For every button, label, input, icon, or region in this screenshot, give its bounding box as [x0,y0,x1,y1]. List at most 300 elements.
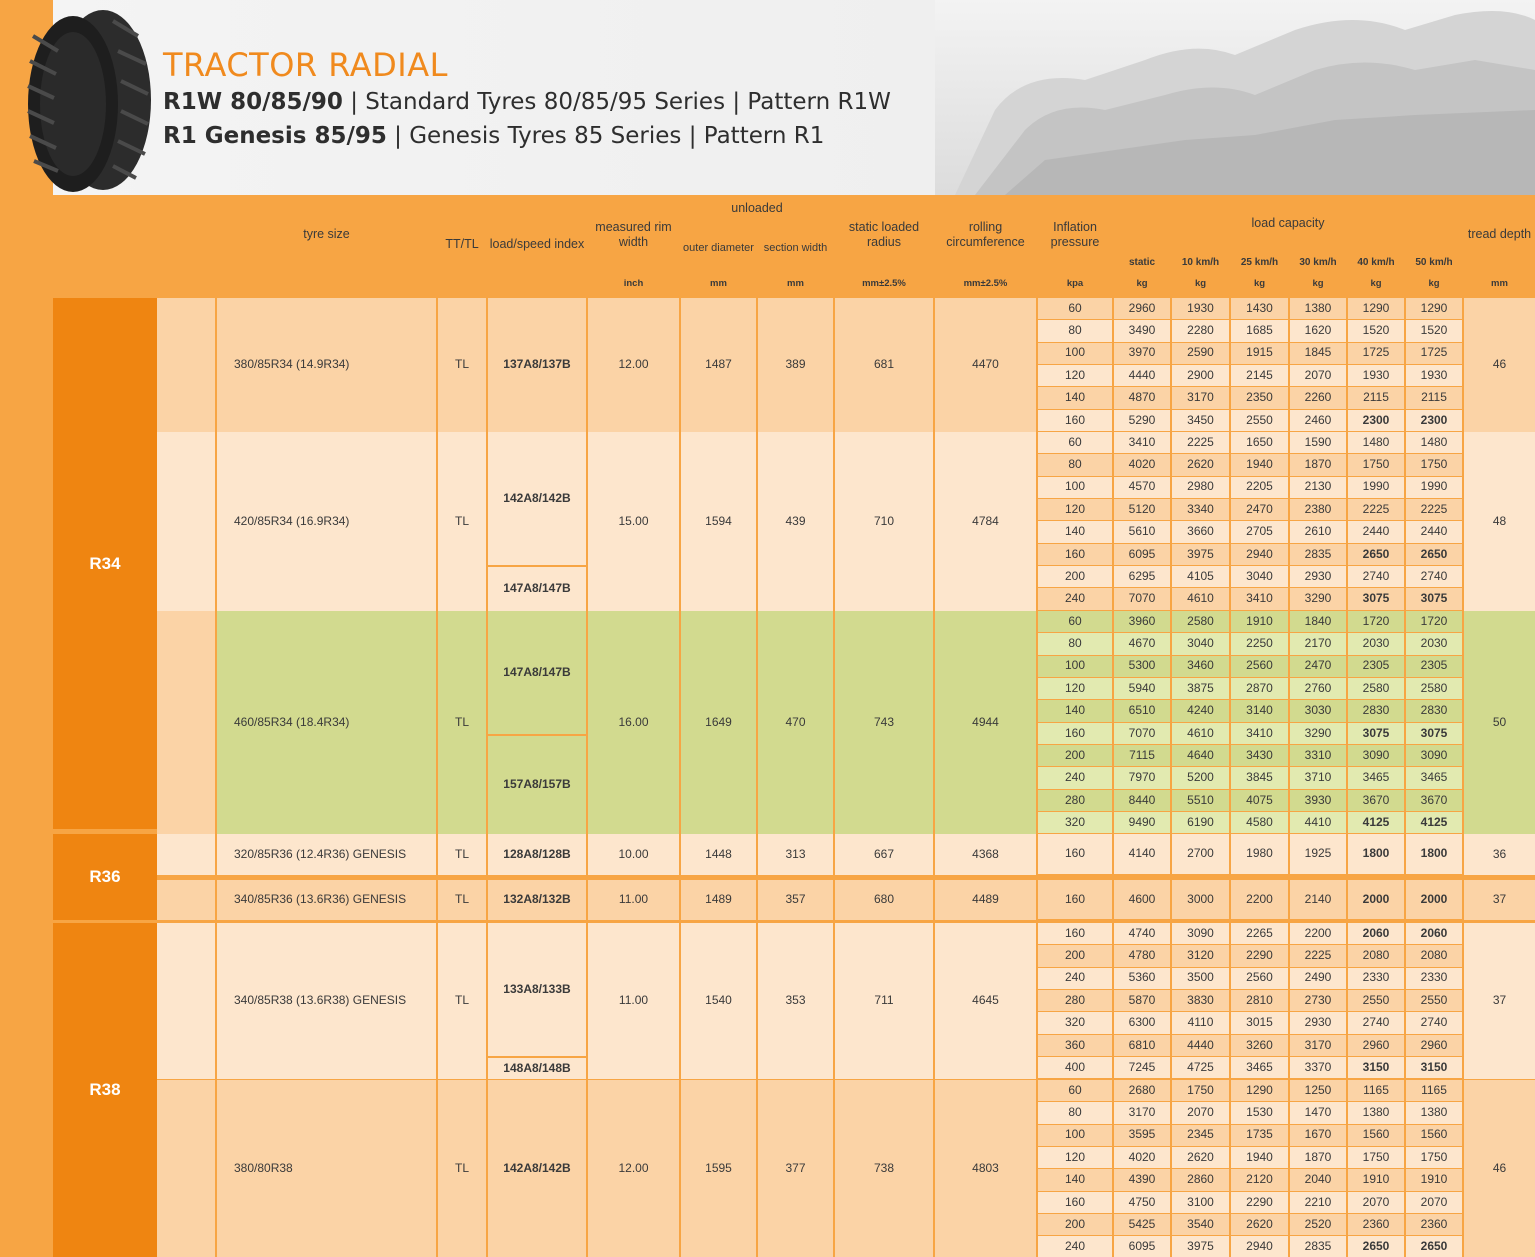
load-value: 2210 [1290,1192,1346,1213]
load-speed-index: 142A8/142B [488,432,586,565]
load-value: 1480 [1348,432,1404,453]
load-value: 3540 [1172,1214,1229,1235]
inflation-pressure-value: 100 [1038,477,1112,498]
tyre-tt-tl: TL [438,1080,486,1257]
load-value: 3310 [1290,745,1346,766]
tread-depth: 46 [1464,298,1535,432]
load-value: 5510 [1172,790,1229,811]
load-value: 2300 [1348,410,1404,431]
load-value: 8440 [1114,790,1170,811]
load-value: 1430 [1231,298,1288,319]
load-value: 2350 [1231,387,1288,408]
section-width: 377 [758,1080,833,1257]
inflation-pressure-value: 200 [1038,945,1112,966]
inflation-pressure-value: 100 [1038,656,1112,677]
load-value: 1480 [1406,432,1462,453]
load-speed-index: 132A8/132B [488,880,586,920]
load-value: 2070 [1172,1102,1229,1123]
load-value: 2520 [1290,1214,1346,1235]
load-value: 1720 [1406,611,1462,632]
load-value: 4020 [1114,454,1170,475]
load-value: 2280 [1172,320,1229,341]
load-value: 2580 [1406,678,1462,699]
load-value: 5425 [1114,1214,1170,1235]
load-value: 3370 [1290,1057,1346,1078]
load-value: 2225 [1290,945,1346,966]
inflation-pressure-value: 60 [1038,432,1112,453]
rolling-circumference: 4645 [935,923,1036,1079]
load-value: 2835 [1290,544,1346,565]
load-value: 5940 [1114,678,1170,699]
load-value: 3150 [1406,1057,1462,1078]
tyre-size: 340/85R38 (13.6R38) GENESIS [217,923,436,1079]
load-value: 3970 [1114,343,1170,364]
load-value: 3465 [1348,767,1404,788]
header-blank [53,196,215,293]
inflation-pressure-value: 160 [1038,880,1112,919]
static-loaded-radius: 738 [835,1080,933,1257]
static-loaded-radius: 667 [835,834,933,875]
load-value: 1910 [1406,1169,1462,1190]
load-value: 3170 [1290,1035,1346,1056]
load-value: 1380 [1348,1102,1404,1123]
rim-width: 11.00 [588,923,679,1079]
tractor-tyre-icon [18,6,153,194]
load-value: 3830 [1172,990,1229,1011]
load-value: 4870 [1114,387,1170,408]
inflation-pressure-value: 280 [1038,990,1112,1011]
load-value: 3975 [1172,544,1229,565]
outer-diameter: 1489 [681,880,756,920]
load-value: 7970 [1114,767,1170,788]
tread-depth: 50 [1464,611,1535,835]
load-value: 2740 [1406,566,1462,587]
load-value: 2070 [1290,365,1346,386]
unit-k50: kg [1406,276,1462,293]
load-value: 3930 [1290,790,1346,811]
load-value: 2380 [1290,499,1346,520]
inflation-pressure-value: 80 [1038,1102,1112,1123]
load-value: 6095 [1114,544,1170,565]
header-lc-40: 40 km/h [1348,253,1404,273]
load-value: 1380 [1406,1102,1462,1123]
load-speed-index: 148A8/148B [488,1058,586,1079]
load-value: 2305 [1406,656,1462,677]
section-width: 439 [758,432,833,611]
load-value: 3960 [1114,611,1170,632]
tyre-tt-tl: TL [438,880,486,920]
tyre-blank-cell [157,432,215,611]
load-value: 2250 [1231,633,1288,654]
load-value: 4610 [1172,723,1229,744]
load-value: 3660 [1172,521,1229,542]
subtitle-2-bold: R1 Genesis 85/95 [163,123,387,149]
header-load-capacity: load capacity [1114,196,1462,250]
tyre-size: 380/80R38 [217,1080,436,1257]
header-static-loaded-radius: static loaded radius [835,196,933,273]
load-value: 2080 [1348,945,1404,966]
load-value: 1560 [1406,1125,1462,1146]
load-value: 3090 [1406,745,1462,766]
tyre-blank-cell [157,1080,215,1257]
section-width: 389 [758,298,833,432]
load-value: 2900 [1172,365,1229,386]
load-value: 1735 [1231,1125,1288,1146]
load-value: 2980 [1172,477,1229,498]
unit-k10: kg [1172,276,1229,293]
load-value: 3075 [1348,588,1404,609]
load-value: 2550 [1348,990,1404,1011]
inflation-pressure-value: 140 [1038,700,1112,721]
load-value: 2830 [1406,700,1462,721]
load-value: 1725 [1348,343,1404,364]
load-value: 3410 [1231,588,1288,609]
load-value: 6190 [1172,812,1229,833]
tyre-tt-tl: TL [438,923,486,1079]
outer-diameter: 1487 [681,298,756,432]
load-value: 1530 [1231,1102,1288,1123]
load-speed-index: 157A8/157B [488,736,586,834]
load-value: 2930 [1290,566,1346,587]
load-value: 2030 [1406,633,1462,654]
load-value: 3340 [1172,499,1229,520]
load-value: 2870 [1231,678,1288,699]
load-value: 4390 [1114,1169,1170,1190]
load-value: 1290 [1348,298,1404,319]
inflation-pressure-value: 160 [1038,1192,1112,1213]
load-value: 2000 [1348,880,1404,919]
load-value: 1870 [1290,1147,1346,1168]
header-outer-diameter: outer diameter [681,223,756,273]
header-lc-50: 50 km/h [1406,253,1462,273]
load-value: 1930 [1172,298,1229,319]
load-value: 5360 [1114,968,1170,989]
tread-depth: 48 [1464,432,1535,611]
load-value: 4020 [1114,1147,1170,1168]
outer-diameter: 1594 [681,432,756,611]
load-value: 1800 [1348,834,1404,874]
load-value: 2290 [1231,945,1288,966]
load-value: 2580 [1348,678,1404,699]
rim-group-r38: R38 [53,923,157,1257]
load-value: 4725 [1172,1057,1229,1078]
load-value: 2345 [1172,1125,1229,1146]
inflation-pressure-value: 100 [1038,1125,1112,1146]
unit-rim: inch [588,276,679,293]
load-value: 3000 [1172,880,1229,919]
load-value: 4670 [1114,633,1170,654]
load-value: 4740 [1114,923,1170,944]
load-value: 1800 [1406,834,1462,874]
page-title: TRACTOR RADIAL [163,46,448,84]
inflation-pressure-value: 240 [1038,1236,1112,1257]
inflation-pressure-value: 120 [1038,365,1112,386]
load-value: 2960 [1348,1035,1404,1056]
rim-width: 11.00 [588,880,679,920]
load-value: 2705 [1231,521,1288,542]
load-value: 2440 [1348,521,1404,542]
tyre-tread-background [935,0,1535,195]
unit-section: mm [758,276,833,293]
inflation-pressure-value: 80 [1038,633,1112,654]
load-value: 2205 [1231,477,1288,498]
load-value: 1290 [1406,298,1462,319]
unit-k25: kg [1231,276,1288,293]
tread-depth: 36 [1464,834,1535,875]
unit-static: kg [1114,276,1170,293]
load-value: 4110 [1172,1012,1229,1033]
tyre-blank-cell [157,611,215,835]
load-value: 2225 [1406,499,1462,520]
load-value: 3040 [1172,633,1229,654]
load-value: 1915 [1231,343,1288,364]
unit-radius: mm±2.5% [835,276,933,293]
inflation-pressure-value: 160 [1038,834,1112,874]
load-value: 2560 [1231,968,1288,989]
load-value: 1590 [1290,432,1346,453]
load-value: 2740 [1348,1012,1404,1033]
load-value: 3040 [1231,566,1288,587]
load-value: 1925 [1290,834,1346,874]
load-value: 2265 [1231,923,1288,944]
load-speed-index: 128A8/128B [488,834,586,875]
load-value: 2115 [1348,387,1404,408]
load-speed-index: 147A8/147B [488,567,586,611]
load-value: 4600 [1114,880,1170,919]
load-value: 1750 [1406,454,1462,475]
tread-depth: 46 [1464,1080,1535,1257]
load-value: 4105 [1172,566,1229,587]
load-value: 5870 [1114,990,1170,1011]
load-value: 3460 [1172,656,1229,677]
load-value: 2060 [1348,923,1404,944]
load-value: 3430 [1231,745,1288,766]
load-value: 7245 [1114,1057,1170,1078]
load-value: 2930 [1290,1012,1346,1033]
subtitle-1-bold: R1W 80/85/90 [163,89,343,115]
inflation-pressure-value: 60 [1038,611,1112,632]
tyre-blank-cell [157,298,215,432]
load-value: 4750 [1114,1192,1170,1213]
rim-width: 15.00 [588,432,679,611]
load-value: 4125 [1406,812,1462,833]
load-value: 2140 [1290,880,1346,919]
load-value: 2060 [1406,923,1462,944]
load-value: 3075 [1406,588,1462,609]
page-header [0,0,1535,195]
load-value: 4780 [1114,945,1170,966]
inflation-pressure-value: 280 [1038,790,1112,811]
load-value: 2730 [1290,990,1346,1011]
load-value: 1840 [1290,611,1346,632]
inflation-pressure-value: 240 [1038,588,1112,609]
tread-depth: 37 [1464,923,1535,1079]
load-value: 3120 [1172,945,1229,966]
load-value: 4075 [1231,790,1288,811]
load-value: 2000 [1406,880,1462,919]
load-value: 2960 [1406,1035,1462,1056]
load-value: 4610 [1172,588,1229,609]
load-value: 1520 [1406,320,1462,341]
load-value: 4640 [1172,745,1229,766]
load-value: 2470 [1231,499,1288,520]
inflation-pressure-value: 320 [1038,1012,1112,1033]
load-value: 1670 [1290,1125,1346,1146]
header-lc-25: 25 km/h [1231,253,1288,273]
load-value: 2170 [1290,633,1346,654]
subtitle-1-rest: | Standard Tyres 80/85/95 Series | Pattern R1W [342,89,891,115]
rolling-circumference: 4944 [935,611,1036,835]
load-value: 1870 [1290,454,1346,475]
inflation-pressure-value: 80 [1038,320,1112,341]
load-value: 1980 [1231,834,1288,874]
load-value: 2830 [1348,700,1404,721]
load-value: 2610 [1290,521,1346,542]
load-value: 5120 [1114,499,1170,520]
tyre-blank-cell [157,880,215,920]
load-value: 6095 [1114,1236,1170,1257]
load-value: 2740 [1406,1012,1462,1033]
inflation-pressure-value: 140 [1038,521,1112,542]
load-value: 7115 [1114,745,1170,766]
inflation-pressure-value: 240 [1038,968,1112,989]
subtitle-2-rest: | Genesis Tyres 85 Series | Pattern R1 [386,123,825,149]
load-value: 2760 [1290,678,1346,699]
load-value: 6510 [1114,700,1170,721]
load-value: 1750 [1348,454,1404,475]
load-value: 2290 [1231,1192,1288,1213]
load-value: 1250 [1290,1080,1346,1101]
load-value: 1560 [1348,1125,1404,1146]
load-value: 3670 [1406,790,1462,811]
load-value: 6300 [1114,1012,1170,1033]
static-loaded-radius: 710 [835,432,933,611]
load-value: 2860 [1172,1169,1229,1190]
load-value: 1380 [1290,298,1346,319]
tyre-spec-table [0,195,1535,1257]
load-value: 3465 [1406,767,1462,788]
load-value: 2810 [1231,990,1288,1011]
rim-width: 16.00 [588,611,679,835]
load-value: 3410 [1114,432,1170,453]
load-value: 1750 [1406,1147,1462,1168]
load-value: 5200 [1172,767,1229,788]
inflation-pressure-value: 140 [1038,387,1112,408]
load-speed-index: 137A8/137B [488,298,586,432]
load-value: 2835 [1290,1236,1346,1257]
load-value: 2460 [1290,410,1346,431]
load-value: 1520 [1348,320,1404,341]
load-value: 4125 [1348,812,1404,833]
load-value: 3490 [1114,320,1170,341]
tyre-size: 380/85R34 (14.9R34) [217,298,436,432]
load-value: 2580 [1172,611,1229,632]
rolling-circumference: 4489 [935,880,1036,920]
static-loaded-radius: 743 [835,611,933,835]
rolling-circumference: 4368 [935,834,1036,875]
load-value: 3670 [1348,790,1404,811]
load-value: 7070 [1114,723,1170,744]
load-value: 2590 [1172,343,1229,364]
load-value: 4570 [1114,477,1170,498]
inflation-pressure-value: 100 [1038,343,1112,364]
load-value: 1990 [1406,477,1462,498]
load-value: 2700 [1172,834,1229,874]
tyre-tt-tl: TL [438,834,486,875]
load-value: 3170 [1114,1102,1170,1123]
load-value: 3140 [1231,700,1288,721]
load-value: 7070 [1114,588,1170,609]
inflation-pressure-value: 60 [1038,298,1112,319]
load-value: 9490 [1114,812,1170,833]
load-value: 2080 [1406,945,1462,966]
load-value: 1940 [1231,454,1288,475]
load-value: 1930 [1406,365,1462,386]
load-value: 3875 [1172,678,1229,699]
load-value: 2740 [1348,566,1404,587]
header-load-speed-index: load/speed index [488,196,586,293]
inflation-pressure-value: 240 [1038,767,1112,788]
load-value: 2490 [1290,968,1346,989]
inflation-pressure-value: 120 [1038,678,1112,699]
inflation-pressure-value: 120 [1038,499,1112,520]
load-value: 5610 [1114,521,1170,542]
load-value: 3975 [1172,1236,1229,1257]
load-value: 1750 [1172,1080,1229,1101]
load-speed-index: 147A8/147B [488,611,586,734]
load-value: 2650 [1348,1236,1404,1257]
tyre-tt-tl: TL [438,611,486,835]
load-value: 2030 [1348,633,1404,654]
load-value: 2620 [1172,1147,1229,1168]
load-value: 3015 [1231,1012,1288,1033]
load-value: 2940 [1231,1236,1288,1257]
load-value: 2470 [1290,656,1346,677]
unit-circ: mm±2.5% [935,276,1036,293]
load-value: 3465 [1231,1057,1288,1078]
inflation-pressure-value: 120 [1038,1147,1112,1168]
load-value: 4440 [1114,365,1170,386]
load-value: 1165 [1348,1080,1404,1101]
static-loaded-radius: 680 [835,880,933,920]
load-value: 2680 [1114,1080,1170,1101]
header-rolling-circumference: rolling circumference [935,196,1036,273]
load-value: 3090 [1348,745,1404,766]
rim-group-r36: R36 [53,834,157,920]
tyre-blank-cell [157,923,215,1079]
load-speed-index: 133A8/133B [488,923,586,1056]
header-lc-10: 10 km/h [1172,253,1229,273]
inflation-pressure-value: 320 [1038,812,1112,833]
inflation-pressure-value: 160 [1038,410,1112,431]
load-value: 1845 [1290,343,1346,364]
load-value: 3075 [1348,723,1404,744]
load-value: 5300 [1114,656,1170,677]
load-value: 1910 [1348,1169,1404,1190]
load-value: 6295 [1114,566,1170,587]
load-value: 2650 [1406,544,1462,565]
unit-tread: mm [1464,276,1535,293]
section-width: 470 [758,611,833,835]
load-speed-index: 142A8/142B [488,1080,586,1257]
outer-diameter: 1649 [681,611,756,835]
subtitle-line-1 [163,89,891,115]
load-value: 2940 [1231,544,1288,565]
load-value: 3170 [1172,387,1229,408]
section-width: 357 [758,880,833,920]
load-value: 2200 [1231,880,1288,919]
header-measured-rim-width: measured rim width [588,196,679,273]
